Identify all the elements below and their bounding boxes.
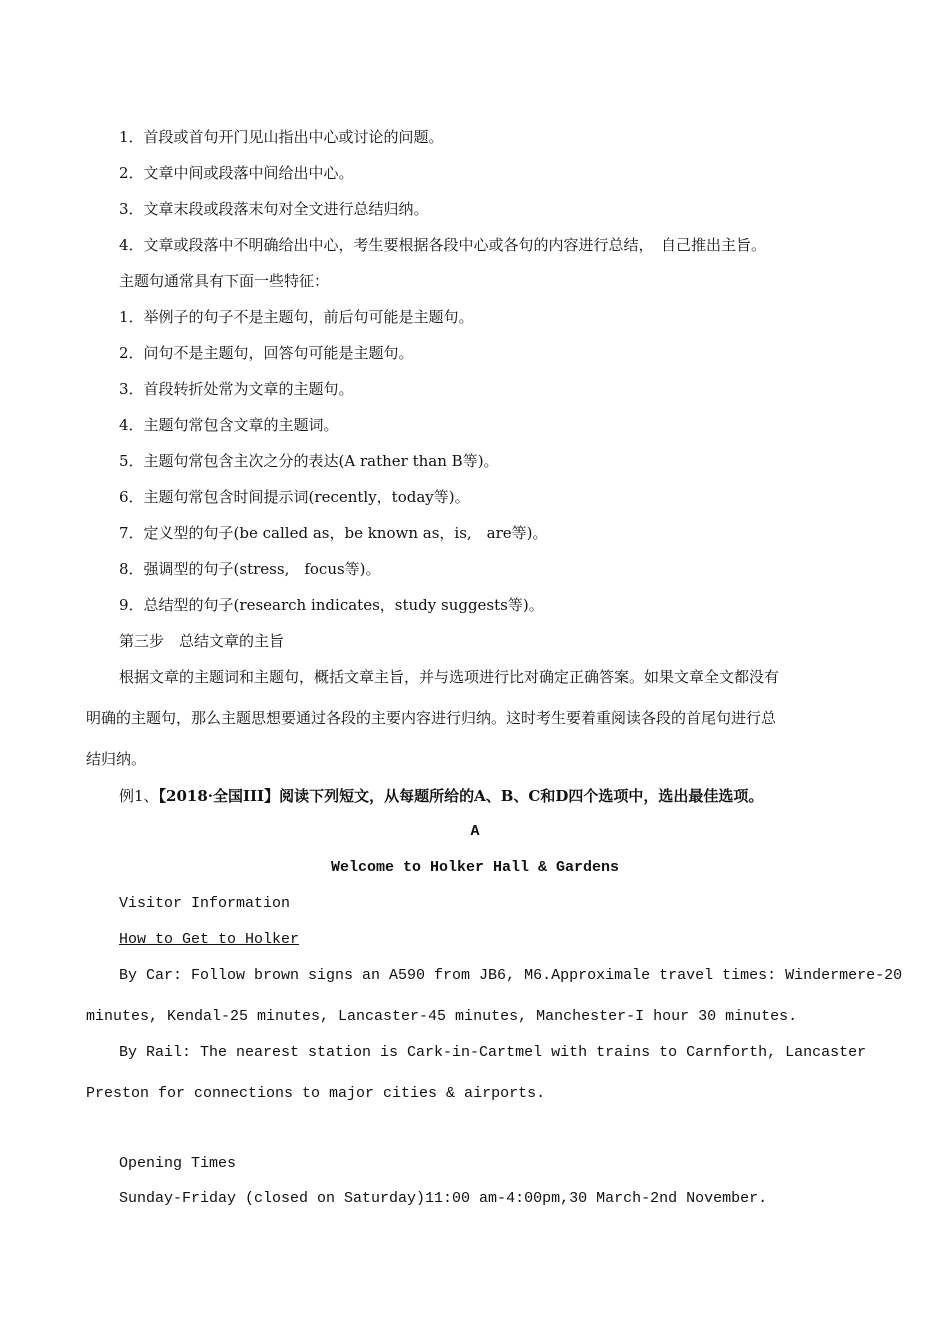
feature-item-8: 8．强调型的句子(stress, focus等)。 [119, 560, 381, 578]
step3-body-line-1: 根据文章的主题词和主题句，概括文章主旨，并与选项进行比对确定正确答案。如果文章全文都没有 [119, 668, 780, 686]
by-rail-line-1: By Rail: The nearest station is Cark-in-Cartmel with trains to Carnforth, Lancaster [119, 1044, 867, 1061]
opening-times-detail: Sunday-Friday (closed on Saturday)11:00 am-4:00pm,30 March-2nd November. [119, 1190, 768, 1207]
example-instruction: 阅读下列短文，从每题所给的A、B、C和D四个选项中，选出最佳选项。 [279, 787, 764, 805]
feature-item-6: 6．主题句常包含时间提示词(recently，today等)。 [119, 488, 470, 506]
feature-item-2: 2．问句不是主题句，回答句可能是主题句。 [119, 344, 414, 362]
step3-heading: 第三步 总结文章的主旨 [119, 632, 285, 650]
features-intro: 主题句通常具有下面一些特征： [119, 272, 330, 290]
by-car-line-2: minutes, Kendal-25 minutes, Lancaster-45 minutes, Manchester-I hour 30 minutes. [86, 1008, 798, 1025]
feature-item-7: 7．定义型的句子(be called as，be known as，is, are等)。 [119, 524, 548, 542]
step3-body-line-3: 结归纳。 [86, 750, 147, 768]
visitor-info-heading: Visitor Information [119, 895, 291, 912]
method-item-4: 4．文章或段落中不明确给出中心，考生要根据各段中心或各句的内容进行总结， 自己推出主旨。 [119, 236, 767, 254]
passage-letter: A [470, 823, 480, 840]
example-prefix: 例1、 [119, 787, 159, 805]
feature-item-9: 9．总结型的句子(research indicates，study suggests等)。 [119, 596, 544, 614]
method-item-1: 1．首段或首句开门见山指出中心或讨论的问题。 [119, 128, 444, 146]
opening-times-heading: Opening Times [119, 1155, 237, 1172]
how-to-get-heading: How to Get to Holker [119, 931, 300, 948]
by-car-line-1: By Car: Follow brown signs an A590 from JB6, M6.Approximale travel times: Windermere-20 [119, 967, 903, 984]
method-item-2: 2．文章中间或段落中间给出中心。 [119, 164, 354, 182]
example-line [119, 786, 763, 806]
feature-item-1: 1．举例子的句子不是主题句，前后句可能是主题句。 [119, 308, 474, 326]
feature-item-5: 5．主题句常包含主次之分的表达(A rather than B等)。 [119, 452, 499, 470]
feature-item-4: 4．主题句常包含文章的主题词。 [119, 416, 339, 434]
step3-body-line-2: 明确的主题句，那么主题思想要通过各段的主要内容进行归纳。这时考生要着重阅读各段的首尾句进行总 [86, 709, 777, 727]
example-source: 【2018·全国III】 [158, 787, 280, 805]
passage-title: Welcome to Holker Hall & Gardens [330, 859, 620, 876]
method-item-3: 3．文章末段或段落末句对全文进行总结归纳。 [119, 200, 429, 218]
feature-item-3: 3．首段转折处常为文章的主题句。 [119, 380, 354, 398]
by-rail-line-2: Preston for connections to major cities & airports. [86, 1085, 546, 1102]
